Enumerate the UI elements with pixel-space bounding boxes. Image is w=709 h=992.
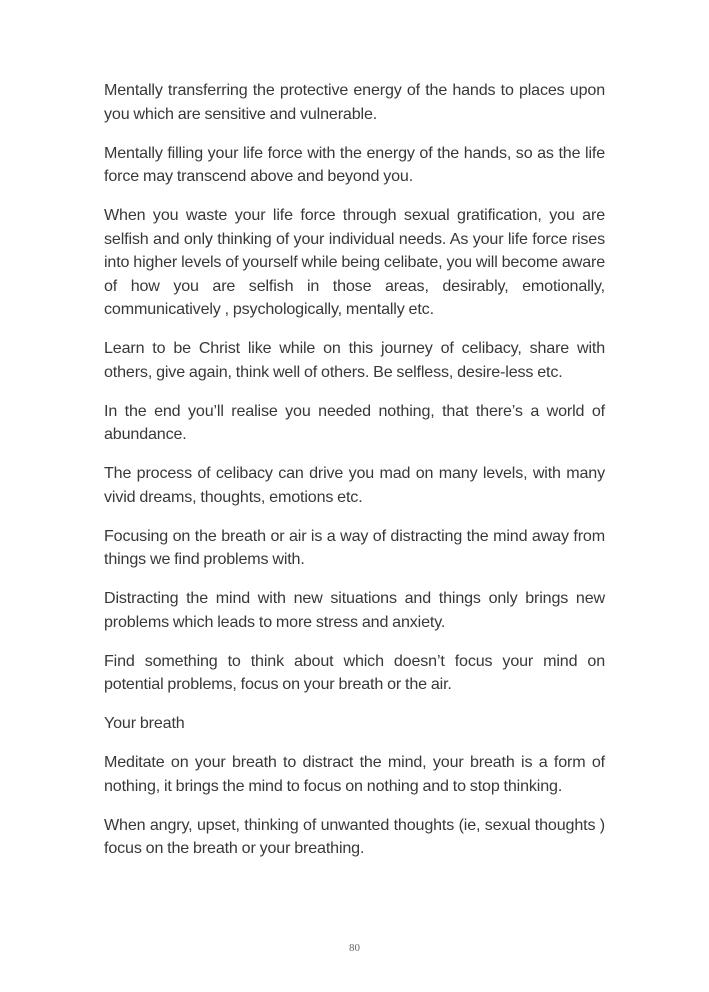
body-text bbox=[104, 79, 605, 876]
paragraph: Distracting the mind with new situations and things only brings new problems which leads to more stress and anxiety. bbox=[104, 589, 605, 631]
paragraph: Mentally filling your life force with the energy of the hands, so as the life force may transcend above and beyond you. bbox=[104, 143, 605, 185]
paragraph: The process of celibacy can drive you mad on many levels, with many vivid dreams, thoughts, emotions etc. bbox=[104, 464, 605, 506]
paragraph: Meditate on your breath to distract the mind, your breath is a form of nothing, it brings the mind to focus on nothing and to stop thinking. bbox=[104, 753, 605, 795]
paragraph: Mentally transferring the protective energy of the hands to places upon you which are sensitive and vulnerable. bbox=[104, 81, 605, 123]
page-number: 80 bbox=[349, 942, 360, 954]
paragraph: When angry, upset, thinking of unwanted thoughts (ie, sexual thoughts ) focus on the breath or your breathing. bbox=[104, 815, 605, 857]
paragraph: Find something to think about which doesn’t focus your mind on potential problems, focus on your breath or the air. bbox=[104, 651, 605, 693]
section-heading: Your breath bbox=[104, 714, 185, 732]
paragraph: Learn to be Christ like while on this journey of celibacy, share with others, give again, think well of others. Be selfless, desire-less etc. bbox=[104, 339, 605, 381]
paragraph: Focusing on the breath or air is a way of distracting the mind away from things we find problems with. bbox=[104, 526, 605, 568]
paragraph: When you waste your life force through sexual gratification, you are selfish and only thinking of your individual needs. As your life force rises into higher levels of yourself while being celibate, you will become aware of how you are selfish in those areas, desirably, emotionally, communicatively , psychologically, mentally etc. bbox=[104, 206, 605, 318]
paragraph: In the end you’ll realise you needed nothing, that there’s a world of abundance. bbox=[104, 401, 605, 443]
